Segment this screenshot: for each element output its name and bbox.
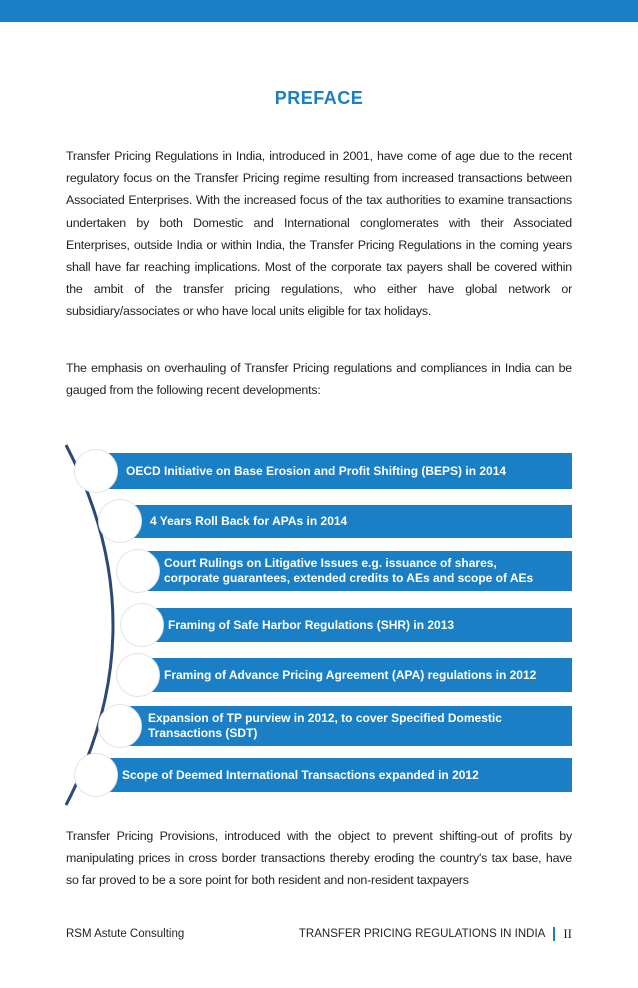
development-bar-2 — [122, 505, 572, 538]
intro-paragraph: Transfer Pricing Regulations in India, introduced in 2001, have come of age due to the recent regulatory focus on the Transfer Pricing regime resulting from increased transactions between Associated Enterprises. With the increased focus of the tax authorities to examine transactions undertaken by both Domestic and International conglomerates with their Associated Enterprises, outside India or within India, the Transfer Pricing Regulations in the coming years shall have far reaching implications. Most of the corporate tax payers shall be covered within the ambit of the transfer pricing regulations, who either have global network or subsidiary/associates or who have local units eligible for tax holidays. — [66, 149, 572, 319]
development-text-3b: corporate guarantees, extended credits to AEs and scope of AEs — [164, 571, 534, 585]
development-text-3a: Court Rulings on Litigative Issues e.g. issuance of shares, — [164, 556, 497, 570]
footer-company: RSM Astute Consulting — [66, 928, 185, 940]
development-bar-3 — [140, 551, 572, 591]
page-title: PREFACE — [274, 88, 364, 108]
development-text-6a: Expansion of TP purview in 2012, to cover Specified Domestic — [148, 711, 502, 725]
bullet-circle-3 — [116, 549, 160, 593]
development-text-2: 4 Years Roll Back for APAs in 2014 — [150, 514, 348, 528]
header-accent-bar — [0, 0, 638, 22]
bullet-circle-2 — [98, 499, 142, 543]
developments-intro-paragraph: The emphasis on overhauling of Transfer Pricing regulations and compliances in India can be gauged from the following recent developments: — [66, 361, 572, 398]
development-bar-1 — [98, 453, 572, 489]
development-bar-6 — [122, 706, 572, 746]
footer-doc-title: TRANSFER PRICING REGULATIONS IN INDIA — [298, 928, 546, 940]
bullet-circle-4 — [120, 603, 164, 647]
bullet-circle-7 — [74, 753, 118, 797]
development-bar-4 — [144, 608, 572, 642]
page-number: II — [563, 926, 572, 941]
development-text-5: Framing of Advance Pricing Agreement (APA) regulations in 2012 — [164, 667, 537, 682]
development-text-6b: Transactions (SDT) — [148, 726, 258, 740]
footer-separator — [553, 927, 555, 941]
bullet-circle-6 — [98, 704, 142, 748]
development-text-1: OECD Initiative on Base Erosion and Profit Shifting (BEPS) in 2014 — [126, 463, 507, 478]
bullet-circle-5 — [116, 653, 160, 697]
development-text-4: Framing of Safe Harbor Regulations (SHR) in 2013 — [168, 617, 455, 632]
bullet-circle-1 — [74, 449, 118, 493]
developments-diagram — [0, 440, 638, 810]
development-bar-5 — [140, 658, 572, 692]
development-text-7: Scope of Deemed International Transactions expanded in 2012 — [122, 767, 479, 782]
closing-paragraph: Transfer Pricing Provisions, introduced with the object to prevent shifting-out of profits by manipulating prices in cross border transactions thereby eroding the country's tax base, have so far proved to be a sore point for both resident and non-resident taxpayers — [66, 829, 572, 888]
footer-doc-info — [299, 926, 572, 942]
development-bar-7 — [98, 758, 572, 792]
